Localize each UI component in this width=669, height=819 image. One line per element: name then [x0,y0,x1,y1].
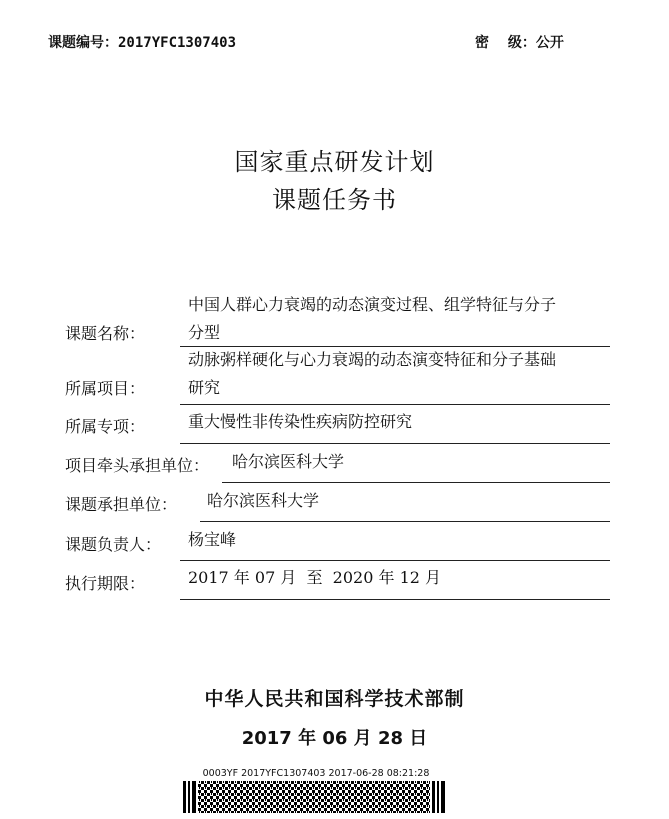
project-code [48,32,236,52]
barcode-icon [183,781,445,813]
topic-unit-underline [200,521,610,522]
secret-level-value: 公开 [535,35,564,51]
topic-unit-label: 课题承担单位： [65,495,178,514]
project-code-label: 课题编号： [48,35,118,51]
special-value: 重大慢性非传染性疾病防控研究 [188,412,413,431]
project-value-1: 动脉粥样硬化与心力衰竭的动态演变特征和分子基础 [188,350,557,369]
ministry-name: 中华人民共和国科学技术部制 [204,688,465,710]
project-underline [180,404,610,405]
topic-unit-value: 哈尔滨医科大学 [207,491,320,510]
lead-unit-underline [222,482,610,483]
topic-name-label: 课题名称： [65,324,146,343]
special-underline [180,443,610,444]
period-label: 执行期限： [65,574,146,593]
lead-unit-value: 哈尔滨医科大学 [232,452,345,471]
period-underline [180,599,610,600]
special-label: 所属专项： [65,417,146,436]
topic-name-value-2: 分型 [188,323,221,342]
title-line-2: 课题任务书 [272,186,397,214]
title-line-1: 国家重点研发计划 [234,148,435,176]
topic-name-value-1: 中国人群心力衰竭的动态演变过程、组学特征与分子 [188,295,557,314]
period-value: 2017 年 07 月 至 2020 年 12 月 [188,568,442,587]
project-value-2: 研究 [188,378,221,397]
lead-unit-label: 项目牵头承担单位： [65,456,210,475]
leader-value: 杨宝峰 [188,530,237,549]
leader-label: 课题负责人： [65,535,162,554]
secret-level-label: 密 级： [475,35,536,51]
leader-underline [180,560,610,561]
barcode-text: 0003YF 2017YFC1307403 2017-06-28 08:21:28 [202,768,430,779]
project-code-value: 2017YFC1307403 [118,35,237,51]
secret-level [475,32,564,52]
issue-date: 2017 年 06 月 28 日 [241,728,428,749]
project-label: 所属项目： [65,379,146,398]
